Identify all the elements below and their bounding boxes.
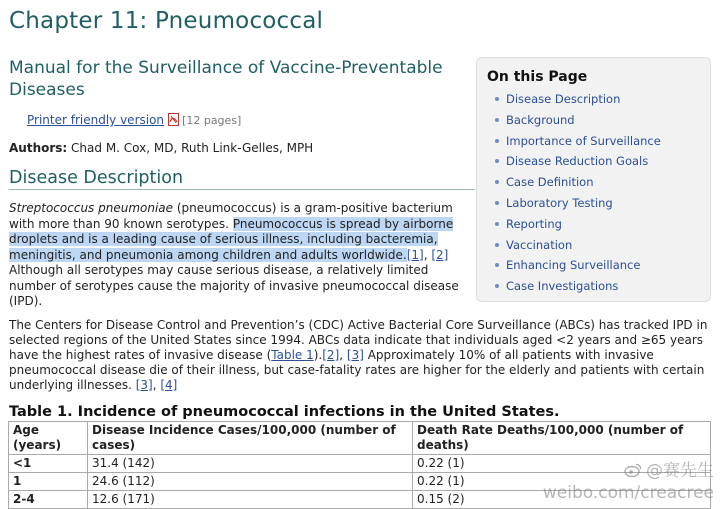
p1-text-b: Although all serotypes may cause serious disease, a relatively limited number of serotypes cause the majority of invasive pneumococcal disease (IPD).: [9, 263, 459, 308]
p1-text-a: (pneumococcus) is a gram-positive bacterium with more than 90 known serotypes.: [9, 201, 453, 231]
sidebar-item-vaccination[interactable]: Vaccination: [495, 235, 661, 256]
sidebar-item-case-definition[interactable]: Case Definition: [495, 172, 661, 193]
sidebar-item-background[interactable]: Background: [495, 110, 661, 131]
ref-separator: ,: [423, 247, 432, 262]
table-cell-age: 1: [9, 473, 88, 491]
sidebar-item-laboratory-testing[interactable]: Laboratory Testing: [495, 193, 661, 214]
table-cell-age: <1: [9, 455, 88, 473]
bullet-icon: [495, 284, 499, 288]
sidebar-item-disease-description[interactable]: Disease Description: [495, 89, 661, 110]
p2-text-c: ,: [339, 348, 347, 362]
table-cell-incidence: 24.6 (112): [88, 473, 413, 491]
table-title: Table 1. Incidence of pneumococcal infections in the United States.: [9, 404, 560, 420]
table-cell-death-rate: 0.22 (1): [413, 455, 711, 473]
species-name: Streptococcus pneumoniae: [9, 201, 174, 215]
surveillance-paragraph: [9, 318, 711, 393]
ref-link-1[interactable]: [1]: [406, 247, 424, 262]
table-header-row: [9, 422, 711, 455]
manual-title: Manual for the Surveillance of Vaccine-Preventable Diseases: [9, 58, 443, 100]
bullet-icon: [495, 243, 499, 247]
table-header-age: Age (years): [9, 422, 88, 455]
authors-line: [9, 141, 313, 155]
sidebar-item-disease-reduction-goals[interactable]: Disease Reduction Goals: [495, 151, 661, 172]
bullet-icon: [495, 139, 499, 143]
page-count: [12 pages]: [182, 114, 242, 127]
sidebar-item-case-investigations[interactable]: Case Investigations: [495, 276, 661, 297]
watermark-url: weibo.com/creacree: [542, 483, 714, 503]
p2-text-e: ,: [152, 378, 161, 392]
bullet-icon: [495, 118, 499, 122]
ref-link-3b[interactable]: [3]: [135, 378, 153, 392]
bullet-icon: [495, 201, 499, 205]
highlighted-text[interactable]: Pneumococcus is spread by airborne droplets and is a leading cause of serious illness, including bacteremia, meningitis, and pneumonia among children and adults worldwide.: [9, 216, 454, 262]
section-divider: [9, 189, 475, 190]
p2-text-b: ).: [313, 348, 323, 362]
ref-link-3[interactable]: [3]: [346, 348, 364, 362]
p2-text-a: The Centers for Disease Control and Prevention’s (CDC) Active Bacterial Core Surveillance (ABCs) has tracked IPD in selected regions of the United States since 1994. ABCs data indicate that individuals aged <2 years and ≥65 years have the highest rates of invasive disease (: [9, 318, 708, 362]
table-cell-age: 2-4: [9, 491, 88, 509]
bullet-icon: [495, 159, 499, 163]
authors-names: Chad M. Cox, MD, Ruth Link-Gelles, MPH: [71, 141, 314, 155]
table-header-death-rate: Death Rate Deaths/100,000 (number of deaths): [413, 422, 711, 455]
table1-link[interactable]: Table 1: [271, 348, 314, 362]
chapter-title: Chapter 11: Pneumococcal: [9, 8, 324, 34]
sidebar-item-enhancing-surveillance[interactable]: Enhancing Surveillance: [495, 255, 661, 276]
watermark-handle: @赛先生: [646, 461, 714, 481]
sidebar-item-reporting[interactable]: Reporting: [495, 214, 661, 235]
ref-link-2b[interactable]: [2]: [322, 348, 340, 362]
sidebar-item-importance-of-surveillance[interactable]: Importance of Surveillance: [495, 131, 661, 152]
pdf-icon[interactable]: [168, 113, 179, 126]
weibo-watermark: [543, 460, 714, 504]
watermark-handle-row: [543, 460, 714, 482]
table-cell-incidence: 12.6 (171): [88, 491, 413, 509]
table-header-incidence: Disease Incidence Cases/100,000 (number of cases): [88, 422, 413, 455]
printer-row: [27, 111, 241, 127]
bullet-icon: [495, 222, 499, 226]
on-this-page-sidebar: [476, 57, 711, 302]
printer-friendly-link[interactable]: Printer friendly version: [27, 113, 165, 127]
weibo-icon: [624, 461, 642, 475]
sidebar-title: On this Page: [487, 69, 588, 85]
bullet-icon: [495, 180, 499, 184]
disease-description-paragraph: [9, 201, 471, 310]
bullet-icon: [495, 97, 499, 101]
table-cell-death-rate: 0.22 (1): [413, 473, 711, 491]
sidebar-list: [495, 89, 661, 297]
authors-label: Authors:: [9, 141, 68, 155]
section-title: Disease Description: [9, 168, 184, 188]
ref-link-4[interactable]: [4]: [160, 378, 178, 392]
table-cell-incidence: 31.4 (142): [88, 455, 413, 473]
bullet-icon: [495, 263, 499, 267]
ref-link-2[interactable]: [2]: [431, 247, 449, 262]
p2-text-d: Approximately 10% of all patients with invasive pneumococcal disease die of their illness, but case-fatality rates are higher for the elderly and patients with certain underlying illnesses.: [9, 348, 705, 392]
table-cell-death-rate: 0.15 (2): [413, 491, 711, 509]
